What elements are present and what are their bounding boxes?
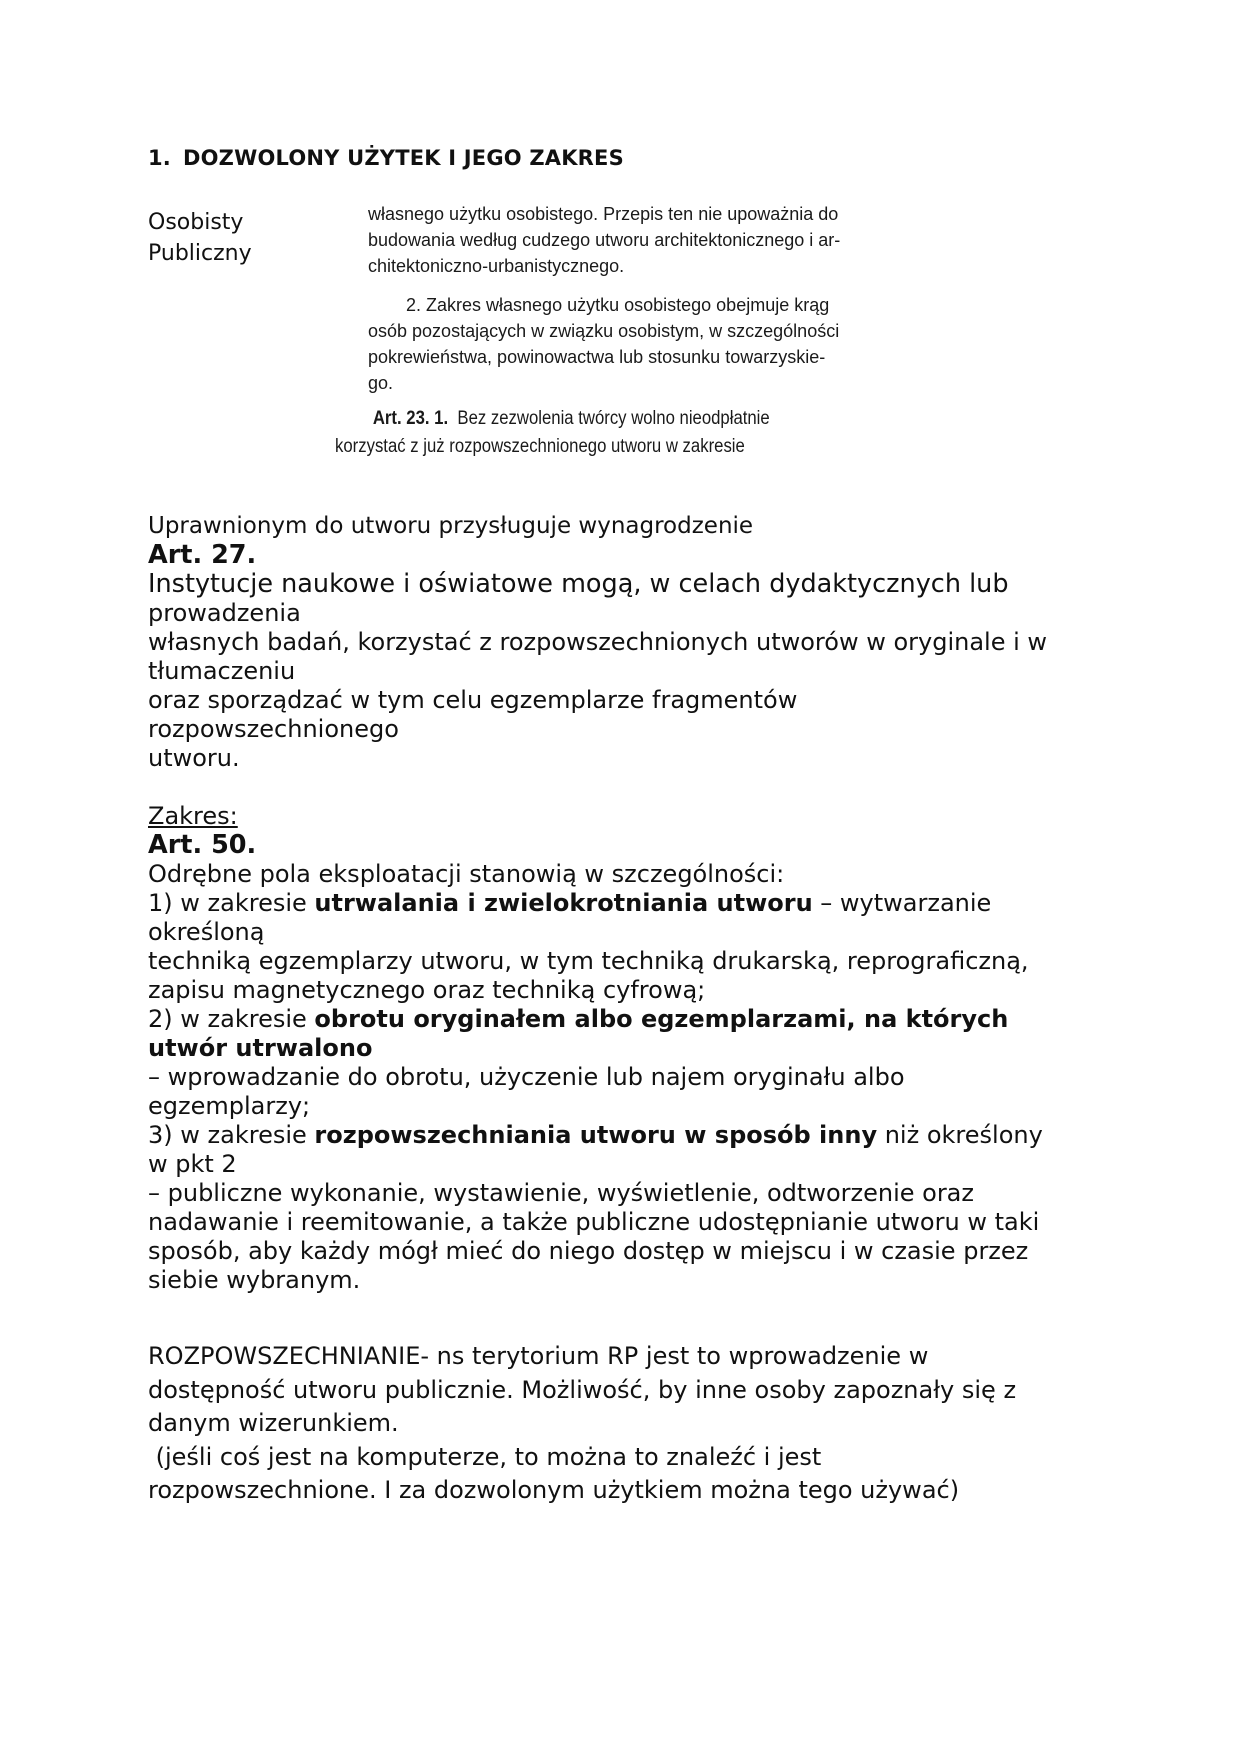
art50-intro: Odrębne pola eksploatacji stanowią w szczególności: bbox=[148, 860, 785, 888]
scan-line: go. bbox=[368, 373, 394, 393]
scan-line: własnego użytku osobistego. Przepis ten nie upoważnia do bbox=[368, 204, 839, 224]
rozpowszechnianie-paragraph bbox=[148, 1340, 1016, 1508]
rozp-line: dostępność utworu publicznie. Możliwość, by inne osoby zapoznały się z bbox=[148, 1375, 1017, 1404]
art23-line-2: korzystać z już rozpowszechnionego utworu w zakresie bbox=[335, 436, 745, 457]
scan-line: osób pozostających w związku osobistym, w szczególności bbox=[368, 321, 840, 341]
rozp-line: ROZPOWSZECHNIANIE- ns terytorium RP jest to wprowadzenie w bbox=[148, 1342, 929, 1370]
art50-item-3 bbox=[148, 1121, 1108, 1150]
art27-heading: Art. 27. bbox=[148, 540, 257, 570]
scan-paragraph-1 bbox=[368, 201, 958, 279]
spacer bbox=[148, 773, 1108, 802]
art50-item-2-bold-line bbox=[148, 1034, 1108, 1063]
art50-item-3-line: w pkt 2 bbox=[148, 1150, 237, 1178]
art50-item-1 bbox=[148, 889, 1108, 918]
scan-line: pokrewieństwa, powinowactwa lub stosunku towarzyskie- bbox=[368, 347, 826, 367]
item2-bold-2: utwór utrwalono bbox=[148, 1034, 373, 1062]
art27-line: tłumaczeniu bbox=[148, 657, 296, 685]
item1-suffix: – wytwarzanie bbox=[812, 889, 992, 917]
side-label-osobisty: Osobisty bbox=[148, 210, 244, 235]
art23-text-1: Bez zezwolenia twórcy wolno nieodpłatnie bbox=[457, 408, 770, 429]
scan-paragraph-2 bbox=[368, 292, 958, 396]
art27-line: oraz sporządzać w tym celu egzemplarze fragmentów bbox=[148, 686, 798, 714]
item3-suffix: niż określony bbox=[877, 1121, 1043, 1149]
side-label-publiczny: Publiczny bbox=[148, 241, 252, 266]
art23-label: Art. 23. 1. bbox=[372, 408, 449, 429]
item2-prefix: 2) w zakresie bbox=[148, 1005, 315, 1033]
scanned-excerpt bbox=[335, 201, 935, 461]
item1-prefix: 1) w zakresie bbox=[148, 889, 315, 917]
scan-line: chitektoniczno-urbanistycznego. bbox=[368, 256, 625, 276]
item3-bold: rozpowszechniania utworu w sposób inny bbox=[314, 1121, 878, 1149]
zakres-label: Zakres: bbox=[148, 802, 238, 830]
rozp-line: danym wizerunkiem. bbox=[148, 1409, 399, 1437]
art27-line: własnych badań, korzystać z rozpowszechnionych utworów w oryginale i w bbox=[148, 628, 1048, 656]
item2-bold-1: obrotu oryginałem albo egzemplarzami, na których bbox=[314, 1005, 1009, 1033]
art50-item-3-line: siebie wybranym. bbox=[148, 1266, 361, 1294]
art27-line: Instytucje naukowe i oświatowe mogą, w celach dydaktycznych lub bbox=[148, 569, 1009, 599]
art23-excerpt bbox=[335, 405, 863, 461]
rozp-line: (jeśli coś jest na komputerze, to można to znaleźć i jest bbox=[148, 1442, 822, 1471]
art27-intro: Uprawnionym do utworu przysługuje wynagrodzenie bbox=[148, 513, 754, 539]
art50-item-1-line: zapisu magnetycznego oraz techniką cyfrową; bbox=[148, 976, 706, 1004]
side-labels bbox=[148, 207, 252, 269]
rozp-line: rozpowszechnione. I za dozwolonym użytkiem można tego używać) bbox=[148, 1476, 960, 1504]
art27-line: prowadzenia bbox=[148, 599, 301, 627]
art23-line-1 bbox=[373, 405, 863, 433]
art50-heading: Art. 50. bbox=[148, 830, 257, 860]
art50-item-3-line: nadawanie i reemitowanie, a także publiczne udostępnianie utworu w taki bbox=[148, 1208, 1040, 1236]
art50-item-1-line: techniką egzemplarzy utworu, w tym techniką drukarską, reprograficzną, bbox=[148, 947, 1029, 975]
item3-prefix: 3) w zakresie bbox=[148, 1121, 315, 1149]
art50-item-1-line: określoną bbox=[148, 918, 265, 946]
art50-item-2-line: – wprowadzanie do obrotu, użyczenie lub najem oryginału albo bbox=[148, 1063, 905, 1091]
art50-item-3-line: sposób, aby każdy mógł mieć do niego dostęp w miejscu i w czasie przez bbox=[148, 1237, 1029, 1265]
section-heading bbox=[148, 146, 624, 170]
item1-bold: utrwalania i zwielokrotniania utworu bbox=[314, 889, 813, 917]
scan-line: 2. Zakres własnego użytku osobistego obejmuje krąg bbox=[406, 295, 830, 315]
art27-line: rozpowszechnionego bbox=[148, 715, 399, 743]
section-title: DOZWOLONY UŻYTEK I JEGO ZAKRES bbox=[183, 146, 624, 170]
art50-item-2-line: egzemplarzy; bbox=[148, 1092, 311, 1120]
art50-item-3-line: – publiczne wykonanie, wystawienie, wyświetlenie, odtworzenie oraz bbox=[148, 1179, 974, 1207]
art27-line: utworu. bbox=[148, 744, 240, 772]
main-body bbox=[148, 512, 1108, 1295]
section-number: 1. bbox=[148, 146, 171, 170]
scan-line: budowania według cudzego utworu architektonicznego i ar- bbox=[368, 230, 841, 250]
art50-item-2 bbox=[148, 1005, 1108, 1034]
